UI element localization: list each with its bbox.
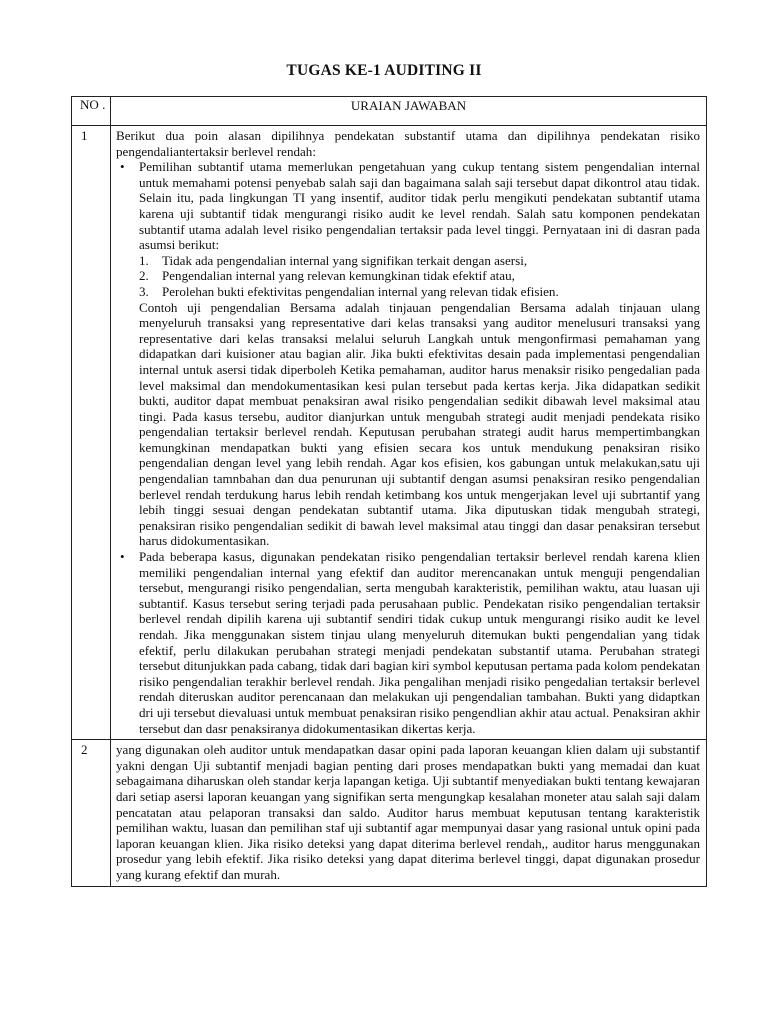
bullet-item — [116, 549, 700, 736]
table-header-row — [72, 97, 707, 126]
answer-table — [71, 96, 707, 887]
list-text: Tidak ada pengendalian internal yang signifikan terkait dengan asersi, — [162, 252, 528, 268]
list-item — [139, 268, 700, 284]
list-item — [139, 284, 700, 300]
table-row — [72, 740, 707, 886]
list-number: 3. — [139, 283, 149, 299]
table-row — [72, 126, 707, 740]
list-text: Pengendalian internal yang relevan kemungkinan tidak efektif atau, — [162, 268, 515, 284]
list-number: 1. — [139, 252, 149, 268]
bullet-continuation: Contoh uji pengendalian Bersama adalah tinjauan pengendalian Bersama adalah tinjauan ulang menyeluruh transaksi yang representative dari kelas transaksi yang auditor menelusuri transaksi yang representative dari kelas transaksi melalui seluruh Langkah untuk mengonfirmasi pemahaman yang didapatkan dari kuisioner atau bagian alir. Jika bukti efektivitas desain pada implementasi pengendalian internal untuk asersi tidak diperboleh Ketika pemahaman, auditor harus menaksir risiko pengedalian pada level maksimal dan mendokumentasikan kesi pulan tersebut pada kertas kerja. Jika didapatkan sedikit bukti, auditor dapat membuat penaksiran awal risiko pengendalian sedikit dibawah level maksimal atau tingi. Pada kasus tersebu, auditor dianjurkan untuk mengubah strategi audit menjadi pendekata risiko pengendalian tertaksir berlevel rendah. Keputusan perubahan strategi audit harus mempertimbangkan kemungkinan mendapatkan bukti yang efisien secara kos untuk mendukung penaksiran risiko pengendalian dengan level yang lebih rendah. Agar kos efisien, kos gabungan untuk melakukan,satu uji pengendalian tamnbahan dan dua penurunan uji subtantif dengan asumsi penaksiran resiko pengendalian berlevel rendah terdukung harus lebih rendah ketimbang kos untuk mengerjakan level uji subrtantif yang lebih tinggi sesuai dengan pendekatan subtantif utama. Jika diputuskan tidak mengubah strategi, penaksiran risiko pengendalian sedikit di bawah level maksimal atau tinggi dan dasar penaksiran tersebut harus didokumentasikan. — [139, 299, 700, 549]
bullet-text: • Pada beberapa kasus, digunakan pendekatan risiko pengendalian tertaksir berlevel rendah karena klien memiliki pengendalian internal yang efektif dan auditor merencanakan untuk menguji pengendalian tersebut, mengurangi risiko pengendalian, serta mengubah karakteristik, pemilihan waktu, atau luasan uji subtantif. Kasus tersebut sering terjadi pada perusahaan public. Pendekatan risiko pengendalian tertaksir berlevel rendah dipilih karena uji subtantif sendiri tidak cukup untuk mengurangi risiko audit ke level rendah. Jika menggunakan sistem tinjau ulang menyeluruh ditemukan bukti pengendalian yang tidak efektif, perlu dilakukan perubahan strategi menjadi pendekatan substantif utama. Perubahan strategi tersebut ditunjukkan pada cabang, tidak dari bagian kiri symbol keputusan pertama pada kolom pendekatan risiko pengendalian terakhir berlevel rendah. Jika pengalihan menjadi risiko pengedalian tertaksir berlevel rendah diteruskan auditor perencanaan dan melakukan uji pengendalian tambahan. Bukti yang didaptkan dri uji tersebut dievaluasi untuk membuat penaksiran risiko pengendlian akhir atau actual. Penaksiran akhir tersebut dan dasr penaksiranya didokumentasikan dikertas kerja. — [139, 549, 700, 736]
bullet-item — [116, 159, 700, 549]
bullet-list — [116, 159, 700, 736]
bullet-text: • Pemilihan subtantif utama memerlukan pengetahuan yang cukup tentang sistem pengendalian internal untuk memahami potensi penyebab salah saji dan bagaimana salah saji tersebut dapat dikontrol atau tidak. Selain itu, pada lingkungan TI yang insentif, auditor tidak perlu mengikuti pendekatan subtantif utama karena uji subtantif tidak mengurangi risiko audit ke level rendah. Salah satu komponen pendekatan subtantif utama adalah level risiko pengendalian tertaksir pada level tinggi. Pernyataan ini di dasran pada asumsi berikut: — [139, 159, 700, 253]
header-no: NO . — [72, 97, 111, 126]
header-answer: URAIAN JAWABAN — [111, 97, 707, 126]
answer-cell — [111, 126, 707, 740]
numbered-list — [139, 253, 700, 300]
document-title: TUGAS KE-1 AUDITING II — [286, 62, 482, 79]
answer-intro: Berikut dua poin alasan dipilihnya pendekatan substantif utama dan dipilihnya pendekatan risiko pengendaliantertaksir berlevel rendah: — [116, 128, 700, 159]
row-number: 2 — [72, 740, 111, 886]
list-number: 2. — [139, 268, 149, 284]
list-item — [139, 253, 700, 269]
row-number: 1 — [72, 126, 111, 740]
answer-cell — [111, 740, 707, 886]
answer-text: yang digunakan oleh auditor untuk mendapatkan dasar opini pada laporan keuangan klien dalam uji substantif yakni dengan Uji subtantif menjadi bagian penting dari proses mendapatkan bukti yang memadai dan kuat sebagaimana diharuskan oleh standar kerja lapangan ketiga. Uji subtantif menyediakan bukti tentang kewajaran dari setiap asersi laporan keuangan yang signifikan serta mengungkap kesalahan moneter atau salah saji dalam pencatatan atau pelaporan transaksi dan saldo. Auditor harus membuat keputusan tentang karakteristik pemilihan waktu, luasan dan pemilihan staf uji subtantif agar mempunyai dasar yang rasional untuk opini pada laporan keuangan klien. Jika risiko deteksi yang dapat diterima berlevel rendah,, auditor harus menggunakan prosedur yang lebih efektif. Jika risiko deteksi yang dapat diterima berlevel tinggi, dapat digunakan prosedur yang kurang efektif dan murah. — [116, 742, 700, 882]
list-text: Perolehan bukti efektivitas pengendalian internal yang relevan tidak efisien. — [162, 283, 559, 299]
